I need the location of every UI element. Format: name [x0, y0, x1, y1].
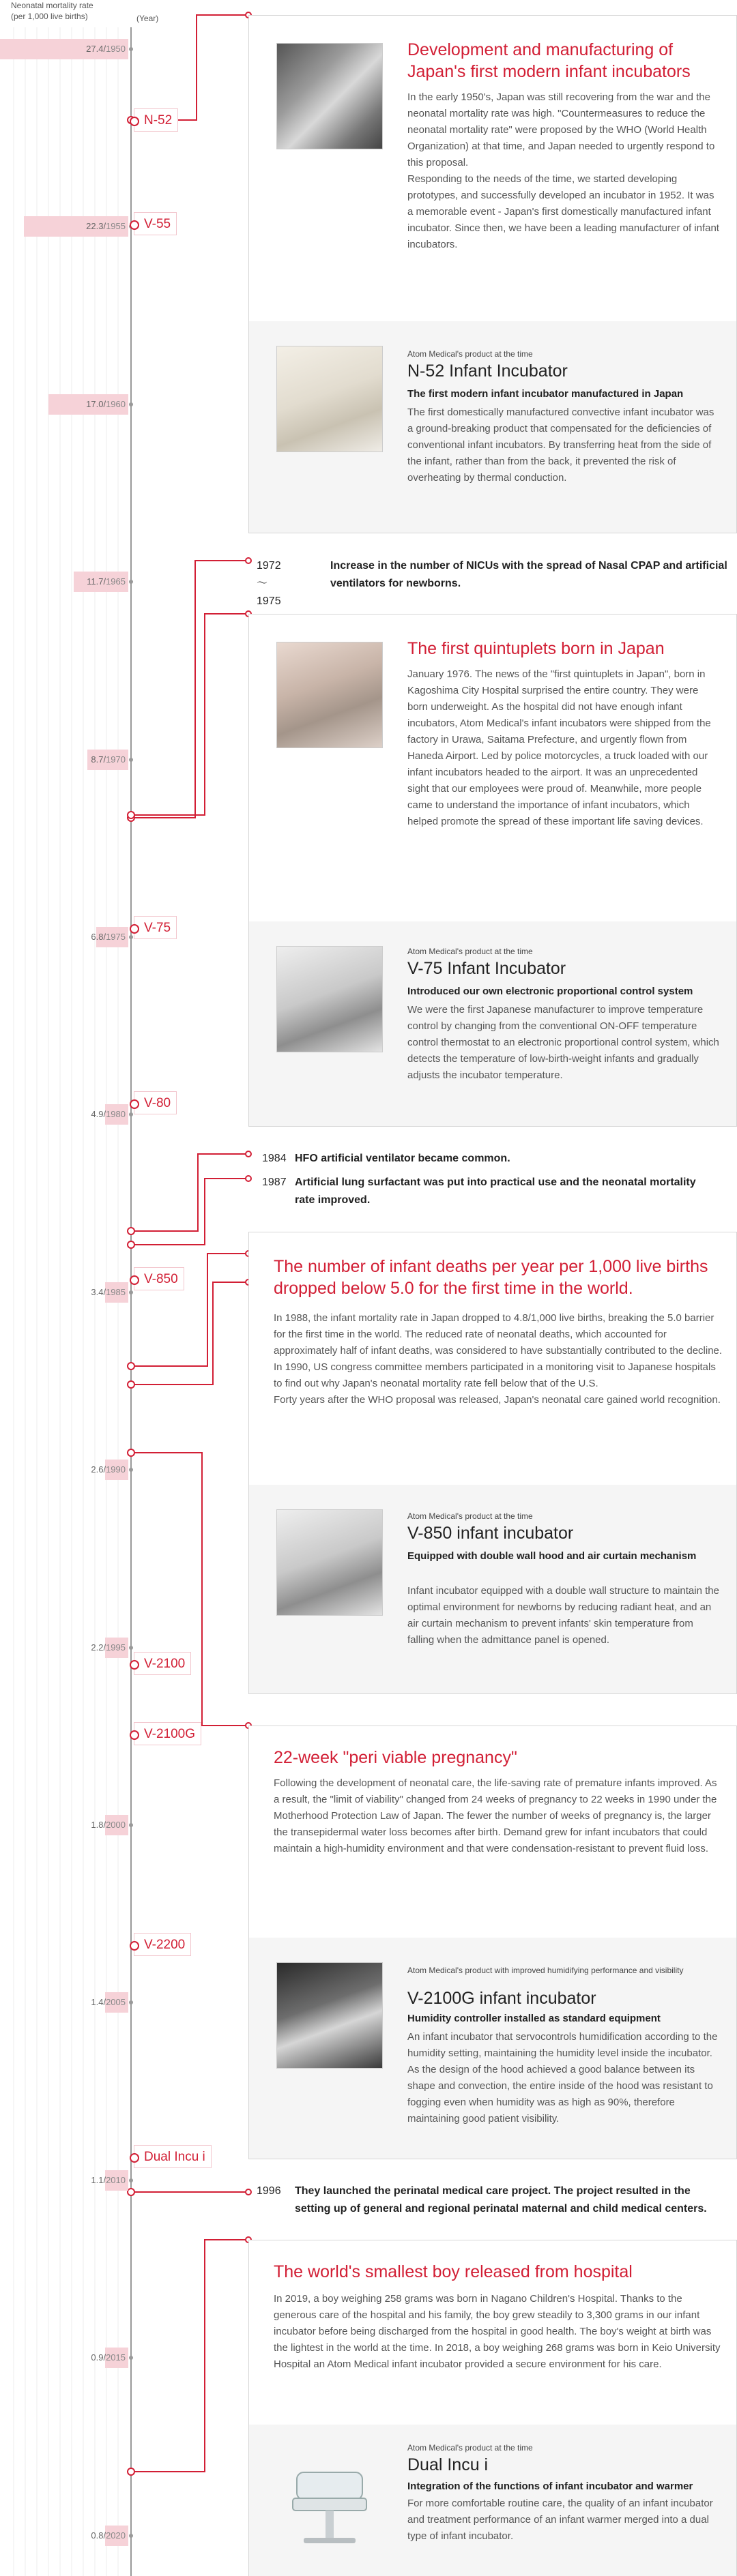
product-photo	[276, 2445, 383, 2551]
story-photo	[276, 642, 383, 748]
rate-value: 0.9/	[91, 2352, 106, 2363]
rate-label-1975	[91, 930, 126, 944]
product-subtitle: Humidity controller installed as standard equipment	[407, 2013, 661, 2024]
model-tag-dual-incu-i[interactable]: Dual Incu i	[134, 2145, 212, 2168]
product-name: V-850 infant incubator	[407, 1524, 574, 1543]
product-caption: Atom Medical's product at the time	[407, 349, 533, 359]
connector-dot	[128, 814, 134, 821]
axis-title: Neonatal mortality rate (per 1,000 live births)	[11, 1, 93, 21]
story-section	[249, 16, 736, 321]
story-body: In 1988, the infant mortality rate in Japan dropped to 4.8/1,000 live births, breaking the 5.0 barrier for the first time in the world. The reduced rate of neonatal deaths, which accounted for approximately half of infant deaths, was considered to have substantially contributed to the decline. In 1990, US congress committee members participated in a monitoring visit to Japanese hospitals to find out why Japan's neonatal mortality rate fell below that of the U.S. Forty years after the WHO proposal was released, Japan's neonatal care gained world recognition.	[274, 1312, 723, 1406]
rate-value: 22.3/	[86, 221, 106, 231]
rate-value: 6.8/	[91, 932, 106, 942]
year-tick	[129, 1468, 133, 1472]
event-text: HFO artificial ventilator became common.	[295, 1153, 510, 1164]
rate-label-1985	[91, 1286, 126, 1299]
event-text: Artificial lung surfactant was put into practical use and the neonatal mortality rate improved.	[295, 1176, 696, 1206]
story-card-v2100g	[248, 1726, 737, 2159]
rate-year: 2005	[106, 1997, 126, 2007]
connector-line	[131, 15, 248, 120]
rate-value: 1.1/	[91, 2175, 106, 2185]
story-card-v850	[248, 1232, 737, 1694]
year-tick	[129, 1112, 133, 1116]
product-photo	[276, 946, 383, 1052]
story-body: In 2019, a boy weighing 258 grams was born in Nagano Children's Hospital. Thanks to the generous care of the hospital and his family, the boy grew steadily to 3,300 grams in our infant incubator before being discharged from the hospital in good health. The boy's weight at birth was the lightest in the world at the time. In 2018, a boy weighing 268 grams was born in Keio University Hospital an Atom Medical infant incubator provided a secure environment for his care.	[274, 2293, 721, 2370]
rate-year: 1950	[106, 44, 126, 54]
connector-line	[131, 1179, 248, 1245]
model-tag-v2100g[interactable]: V-2100G	[134, 1722, 201, 1745]
product-caption: Atom Medical's product at the time	[407, 947, 533, 956]
rate-label-1990	[91, 1463, 126, 1477]
connector-dot	[128, 1381, 134, 1388]
rate-year: 1965	[106, 576, 126, 587]
rate-label-2005	[91, 1996, 126, 2009]
year-tick	[129, 935, 133, 939]
rate-year: 1995	[106, 1642, 126, 1653]
rate-year: 1975	[106, 932, 126, 942]
story-title: The world's smallest boy released from hospital	[274, 2262, 633, 2281]
year-tick	[129, 402, 133, 406]
rate-label-2015	[91, 2351, 126, 2365]
connector-line	[131, 614, 248, 815]
product-name: V-75 Infant Incubator	[407, 959, 566, 978]
year-tick	[129, 2000, 133, 2004]
connector-line	[131, 1154, 248, 1231]
connector-dot	[128, 2468, 134, 2475]
rate-value: 3.4/	[91, 1287, 106, 1297]
product-photo	[276, 1509, 383, 1616]
product-subtitle: The first modern infant incubator manufactured in Japan	[407, 388, 684, 400]
product-photo	[276, 1962, 383, 2069]
rate-label-2010	[91, 2174, 126, 2187]
story-card-n52	[248, 15, 737, 533]
story-section	[249, 1232, 736, 1485]
rate-value: 4.9/	[91, 1109, 106, 1119]
rate-value: 1.4/	[91, 1997, 106, 2007]
event-year: 1996	[257, 2185, 281, 2197]
connector-dot	[128, 2189, 134, 2195]
story-title: The first quintuplets born in Japan	[407, 639, 665, 658]
event-text: Increase in the number of NICUs with the spread of Nasal CPAP and artificial ventilators for newborns.	[330, 560, 727, 589]
model-tag-v55[interactable]: V-55	[134, 212, 177, 235]
story-section	[249, 2240, 736, 2425]
rate-value: 27.4/	[86, 44, 106, 54]
product-caption: Atom Medical's product with improved humidifying performance and visibility	[407, 1966, 684, 1975]
connector-dot	[128, 1241, 134, 1248]
story-title: The number of infant deaths per year per 1,000 live births dropped below 5.0 for the first time in the world.	[274, 1257, 708, 1298]
story-body: January 1976. The news of the "first quintuplets in Japan", born in Kagoshima City Hospital surprised the entire country. They were born underweight. As the hospital did not have enough infant incubators, Atom Medical's infant incubators were shipped from the factory in Urawa, Saitama Prefecture, and urgently flown from Haneda Airport. Led by police motorcycles, a truck loaded with our infant incubators headed to the airport. It was an unprecedented sight that our employees were proud of. Meanwhile, more people came to understand the importance of infant incubators, which helped promote the spread of these important life saving devices.	[407, 668, 711, 827]
connector-dot	[246, 558, 251, 563]
product-section	[249, 921, 736, 1126]
product-subtitle: Equipped with double wall hood and air curtain mechanism	[407, 1550, 697, 1562]
rate-value: 2.6/	[91, 1464, 106, 1475]
rate-year: 2015	[106, 2352, 126, 2363]
year-tick	[129, 1823, 133, 1827]
connector-dot	[246, 2189, 251, 2195]
model-tag-v80[interactable]: V-80	[134, 1091, 177, 1114]
product-section	[249, 1485, 736, 1693]
product-body: We were the first Japanese manufacturer to improve temperature control by changing from the conventional ON-OFF temperature control thermostat to an electronic proportional control system, which detects the temperature of low-birth-weight infants and gradually adjusts the incubator temperature.	[407, 1004, 719, 1081]
event-year: 1987	[262, 1176, 287, 1188]
event-year: 1972～1975	[257, 560, 281, 607]
connector-dot	[128, 1363, 134, 1370]
connector-dot	[246, 1151, 251, 1157]
year-tick	[129, 1290, 133, 1294]
story-body: Following the development of neonatal care, the life-saving rate of premature infants improved. As a result, the "limit of viability" changed from 24 weeks of pregnancy to 22 weeks in 1990 under the Motherhood Protection Law of Japan. The fewer the number of weeks of pregnancy is, the larger the transepidermal water loss becomes after birth. Demand grew for infant incubators that could maintain a high-humidity environment and that were condensation-resistant to prevent fluid loss.	[274, 1777, 717, 1854]
product-name: V-2100G infant incubator	[407, 1989, 596, 2008]
story-card-dual-incu-i	[248, 2240, 737, 2576]
rate-year: 2010	[106, 2175, 126, 2185]
product-subtitle: Integration of the functions of infant incubator and warmer	[407, 2481, 693, 2492]
connector-line	[131, 561, 248, 818]
year-tick	[129, 1646, 133, 1650]
event-text: They launched the perinatal medical care project. The project resulted in the setting up of general and regional perinatal maternal and child medical centers.	[295, 2185, 707, 2215]
rate-year: 1990	[106, 1464, 126, 1475]
connector-line	[131, 1453, 248, 1726]
rate-label-1980	[91, 1108, 126, 1121]
rate-label-1960	[86, 398, 126, 411]
year-tick	[129, 758, 133, 762]
story-card-v75	[248, 614, 737, 1127]
year-tick	[129, 2534, 133, 2538]
rate-year: 1960	[106, 399, 126, 409]
product-subtitle: Introduced our own electronic proportional control system	[407, 986, 693, 997]
rate-label-1970	[91, 753, 126, 767]
model-tag-n52[interactable]: N-52	[134, 108, 178, 132]
rate-label-1965	[87, 575, 126, 589]
rate-year: 1980	[106, 1109, 126, 1119]
connector-line	[131, 2240, 248, 2472]
model-tag-v75[interactable]: V-75	[134, 916, 177, 939]
connector-line	[131, 1282, 248, 1385]
product-caption: Atom Medical's product at the time	[407, 2443, 533, 2453]
rate-value: 17.0/	[86, 399, 106, 409]
product-section	[249, 2425, 736, 2576]
event-year: 1984	[262, 1153, 287, 1164]
model-tag-v850[interactable]: V-850	[134, 1267, 184, 1290]
product-caption: Atom Medical's product at the time	[407, 1511, 533, 1521]
product-body: The first domestically manufactured convective infant incubator was a ground-breaking product that compensated for the deficiencies of conventional infant incubators. By transferring heat from the side of the infant, rather than from the back, it prevented the risk of overheating by thermal conduction.	[407, 406, 714, 484]
rate-label-1950	[86, 42, 126, 56]
rate-year: 2000	[106, 1820, 126, 1830]
rate-year: 1985	[106, 1287, 126, 1297]
model-tag-v2100[interactable]: V-2100	[134, 1652, 191, 1675]
story-section	[249, 1726, 736, 1938]
story-title: 22-week "peri viable pregnancy"	[274, 1748, 517, 1767]
story-section	[249, 615, 736, 921]
product-section	[249, 321, 736, 533]
story-title: Development and manufacturing of Japan's first modern infant incubators	[407, 40, 691, 81]
model-tag-v2200[interactable]: V-2200	[134, 1933, 191, 1956]
year-tick	[129, 47, 133, 51]
rate-value: 1.8/	[91, 1820, 106, 1830]
rate-value: 11.7/	[87, 576, 106, 587]
rate-year: 1955	[106, 221, 126, 231]
product-body: An infant incubator that servocontrols humidification according to the humidity setting, maintaining the humidity level inside the incubator. As the design of the hood achieved a good balance between its shape and convection, the entire inside of the hood was resistant to fogging even when humidity was as high as 90%, therefore maintaining good patient visibility.	[407, 2031, 718, 2125]
rate-value: 8.7/	[91, 754, 106, 765]
story-photo	[276, 43, 383, 149]
product-name: N-52 Infant Incubator	[407, 361, 568, 381]
connector-dot	[246, 1176, 251, 1181]
connector-dot	[128, 1228, 134, 1234]
story-body: In the early 1950's, Japan was still recovering from the war and the neonatal mortality rate was high. "Countermeasures to reduce the neonatal mortality rate" were proposed by the WHO (World Health Organization) at that time, and Japan needed to urgently respond to this proposal. Responding to the needs of the time, we started developing prototypes, and successfully developed an incubator in 1952. It was a memorable event - Japan's first domestically manufactured infant incubator. Since then, we have been a leading manufacturer of infant incubators.	[407, 91, 719, 250]
year-tick	[129, 2178, 133, 2182]
year-tick	[129, 580, 133, 584]
product-section	[249, 1938, 736, 2159]
product-body: For more comfortable routine care, the quality of an infant incubator and treatment performance of an infant warmer merged into a dual type of infant incubator.	[407, 2498, 713, 2542]
product-name: Dual Incu i	[407, 2455, 489, 2474]
year-axis-label: (Year)	[136, 14, 159, 23]
rate-value: 0.8/	[91, 2530, 106, 2541]
product-body: Infant incubator equipped with a double wall structure to maintain the optimal environment for newborns by reducing radiant heat, and an air curtain mechanism to prevent infants' skin temperature from falling when the admittance panel is opened.	[407, 1585, 719, 1646]
rate-year: 2020	[106, 2530, 126, 2541]
rate-label-1955	[86, 220, 126, 233]
rate-label-2020	[91, 2529, 126, 2543]
rate-value: 2.2/	[91, 1642, 106, 1653]
product-photo	[276, 346, 383, 452]
dual-incu-illustration	[276, 2445, 383, 2551]
connector-dot	[128, 812, 134, 818]
connector-dot	[128, 1449, 134, 1456]
rate-year: 1970	[106, 754, 126, 765]
rate-label-1995	[91, 1641, 126, 1655]
year-tick	[129, 2356, 133, 2360]
rate-label-2000	[91, 1818, 126, 1832]
